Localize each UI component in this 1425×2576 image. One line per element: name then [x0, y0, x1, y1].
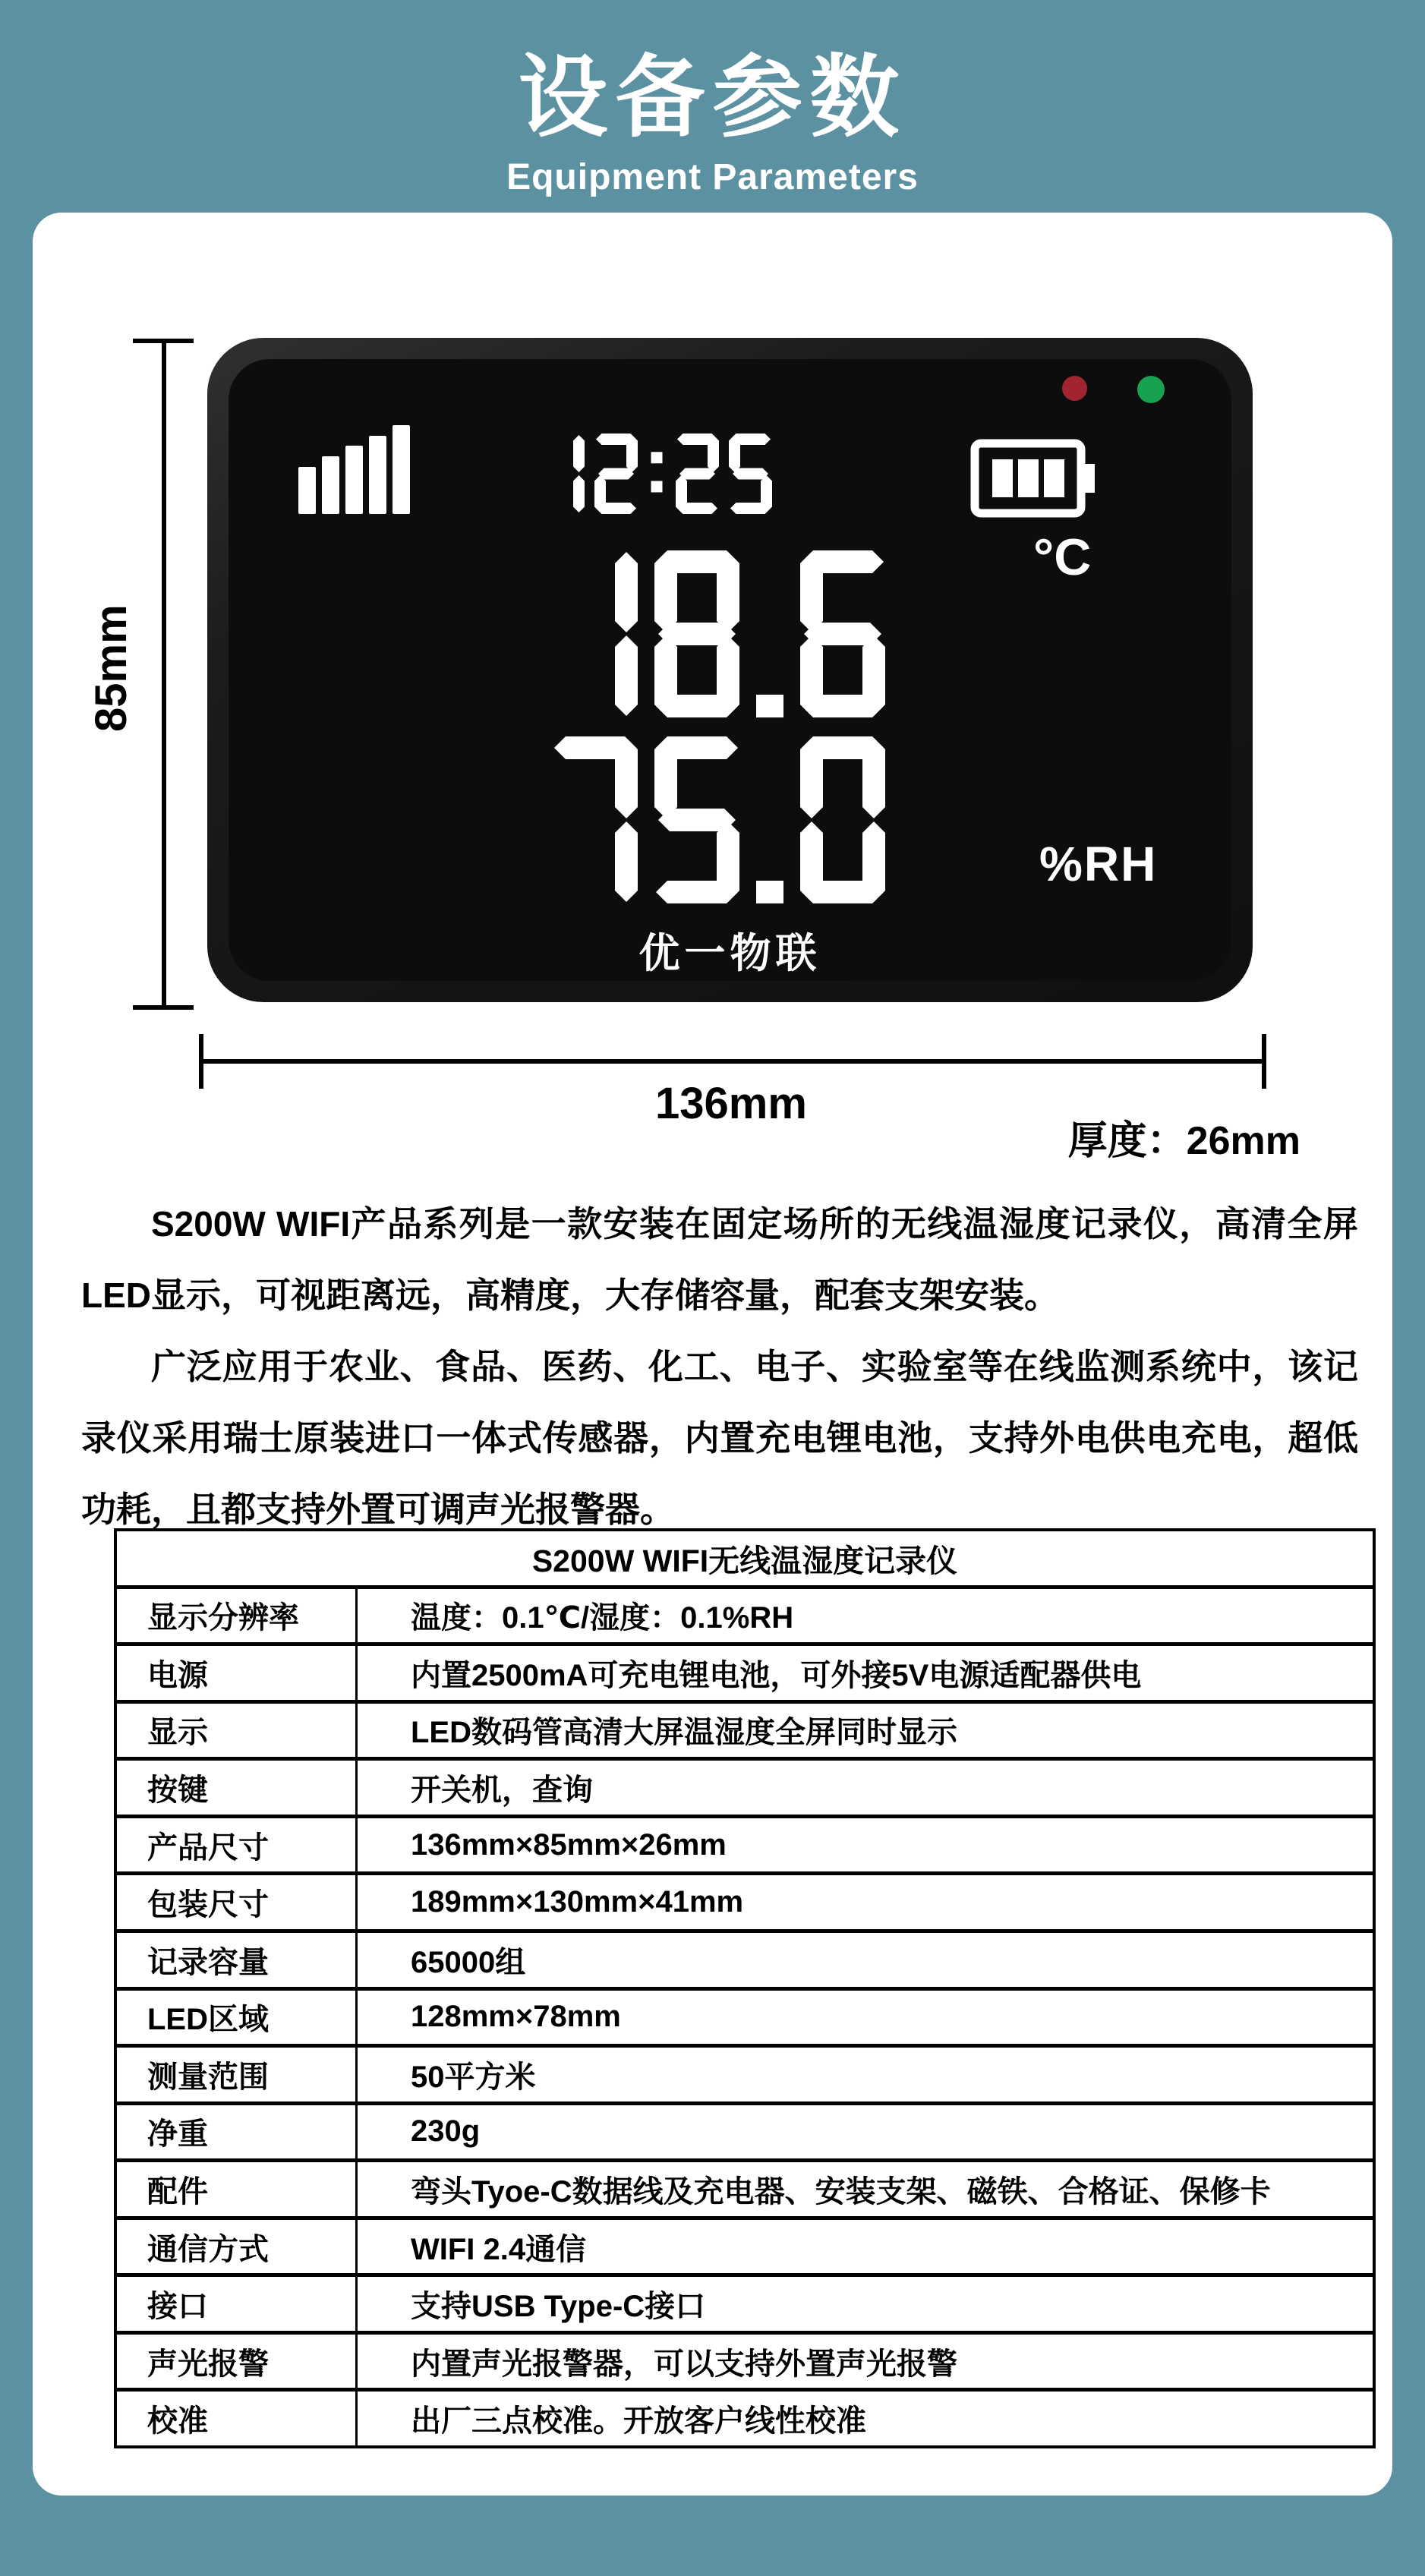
humidity-display — [553, 736, 885, 907]
green-led-indicator-icon — [1137, 376, 1165, 403]
spec-table — [114, 1528, 1376, 2448]
spec-value-cell: 65000组 — [411, 1945, 526, 1979]
spec-label-cell: 净重 — [117, 2105, 358, 2159]
spec-label-cell: 产品尺寸 — [117, 1818, 358, 1872]
spec-label-cell: 记录容量 — [117, 1933, 358, 1987]
spec-value-cell: 开关机，查询 — [411, 1774, 593, 1808]
spec-value-cell: 支持USB Type-C接口 — [411, 2290, 706, 2324]
device-image — [207, 338, 1253, 1002]
product-description — [81, 1188, 1358, 1545]
spec-label-cell: 接口 — [117, 2277, 358, 2331]
spec-value-cell: 189mm×130mm×41mm — [411, 1885, 744, 1919]
spec-value-cell: 内置声光报警器，可以支持外置声光报警 — [411, 2347, 957, 2381]
description-paragraph-2: 广泛应用于农业、食品、医药、化工、电子、实验室等在线监测系统中，该记录仪采用瑞士原装进口一体式传感器，内置充电锂电池，支持外电供电充电，超低功耗，且都支持外置可调声光报警器。 — [81, 1347, 1358, 1529]
spec-value-cell: 50平方米 — [411, 2060, 536, 2094]
spec-label-cell: 显示 — [117, 1704, 358, 1758]
table-row — [117, 2216, 1373, 2274]
table-row — [117, 1987, 1373, 2045]
spec-value-cell: LED数码管高清大屏温湿度全屏同时显示 — [411, 1716, 957, 1750]
table-row — [117, 1642, 1373, 1700]
height-dimension-cap-top — [133, 339, 194, 343]
page-header — [0, 44, 1425, 198]
humidity-unit-label: %RH — [1039, 837, 1158, 891]
width-dimension-cap-left — [199, 1034, 203, 1089]
signal-bar — [298, 467, 316, 514]
temperature-unit-label: °C — [1033, 528, 1092, 586]
spec-value-cell: WIFI 2.4通信 — [411, 2232, 587, 2266]
table-row — [117, 1700, 1373, 1758]
width-dimension-label: 136mm — [655, 1079, 807, 1128]
spec-label-cell: 包装尺寸 — [117, 1875, 358, 1929]
spec-label-cell: LED区域 — [117, 1991, 358, 2045]
height-dimension-label: 85mm — [87, 604, 136, 732]
spec-label-cell: 按键 — [117, 1761, 358, 1815]
table-row — [117, 2101, 1373, 2159]
table-row — [117, 2158, 1373, 2216]
width-dimension-cap-right — [1262, 1034, 1266, 1089]
signal-bar — [369, 436, 386, 514]
temperature-display — [553, 550, 885, 721]
signal-bar — [322, 456, 339, 514]
table-row — [117, 1929, 1373, 1987]
height-dimension-cap-bottom — [133, 1005, 194, 1010]
page-title: 设备参数 — [518, 48, 907, 148]
page-subtitle: Equipment Parameters — [506, 157, 919, 197]
spec-value-cell: 136mm×85mm×26mm — [411, 1827, 727, 1862]
table-row — [117, 2331, 1373, 2388]
spec-value-cell: 温度：0.1℃/湿度：0.1%RH — [411, 1601, 794, 1635]
table-row — [117, 2273, 1373, 2331]
height-dimension-line — [162, 340, 166, 1010]
table-row — [117, 1757, 1373, 1815]
table-row — [117, 1585, 1373, 1643]
spec-label-cell: 显示分辨率 — [117, 1589, 358, 1643]
signal-bar — [393, 425, 410, 514]
table-row — [117, 1815, 1373, 1872]
spec-table-title: S200W WIFI无线温湿度记录仪 — [531, 1543, 958, 1578]
spec-value-cell: 128mm×78mm — [411, 2000, 621, 2034]
time-display — [541, 434, 772, 518]
spec-value-cell: 出厂三点校准。开放客户线性校准 — [411, 2404, 866, 2439]
signal-strength-icon — [298, 424, 414, 514]
width-dimension-line — [199, 1059, 1266, 1064]
spec-label-cell: 电源 — [117, 1646, 358, 1700]
spec-label-cell: 校准 — [117, 2392, 358, 2445]
content-card — [33, 213, 1392, 2496]
table-row — [117, 1871, 1373, 1929]
brand-label: 优一物联 — [638, 931, 821, 976]
signal-bar — [345, 446, 363, 514]
spec-value-cell: 内置2500mA可充电锂电池，可外接5V电源适配器供电 — [411, 1658, 1142, 1692]
spec-label-cell: 配件 — [117, 2162, 358, 2216]
battery-icon — [970, 439, 1095, 518]
spec-value-cell: 弯头Tyoe-C数据线及充电器、安装支架、磁铁、合格证、保修卡 — [411, 2174, 1271, 2209]
red-led-indicator-icon — [1062, 376, 1087, 401]
table-row — [117, 2388, 1373, 2445]
spec-label-cell: 声光报警 — [117, 2335, 358, 2388]
spec-label-cell: 通信方式 — [117, 2220, 358, 2274]
spec-label-cell: 测量范围 — [117, 2048, 358, 2101]
description-paragraph-1: S200W WIFI产品系列是一款安装在固定场所的无线温湿度记录仪，高清全屏LED显示，可视距离远，高精度，大存储容量，配套支架安装。 — [81, 1204, 1358, 1315]
thickness-label: 厚度：26mm — [1067, 1119, 1300, 1163]
table-row — [117, 2044, 1373, 2101]
spec-value-cell: 230g — [411, 2114, 481, 2149]
